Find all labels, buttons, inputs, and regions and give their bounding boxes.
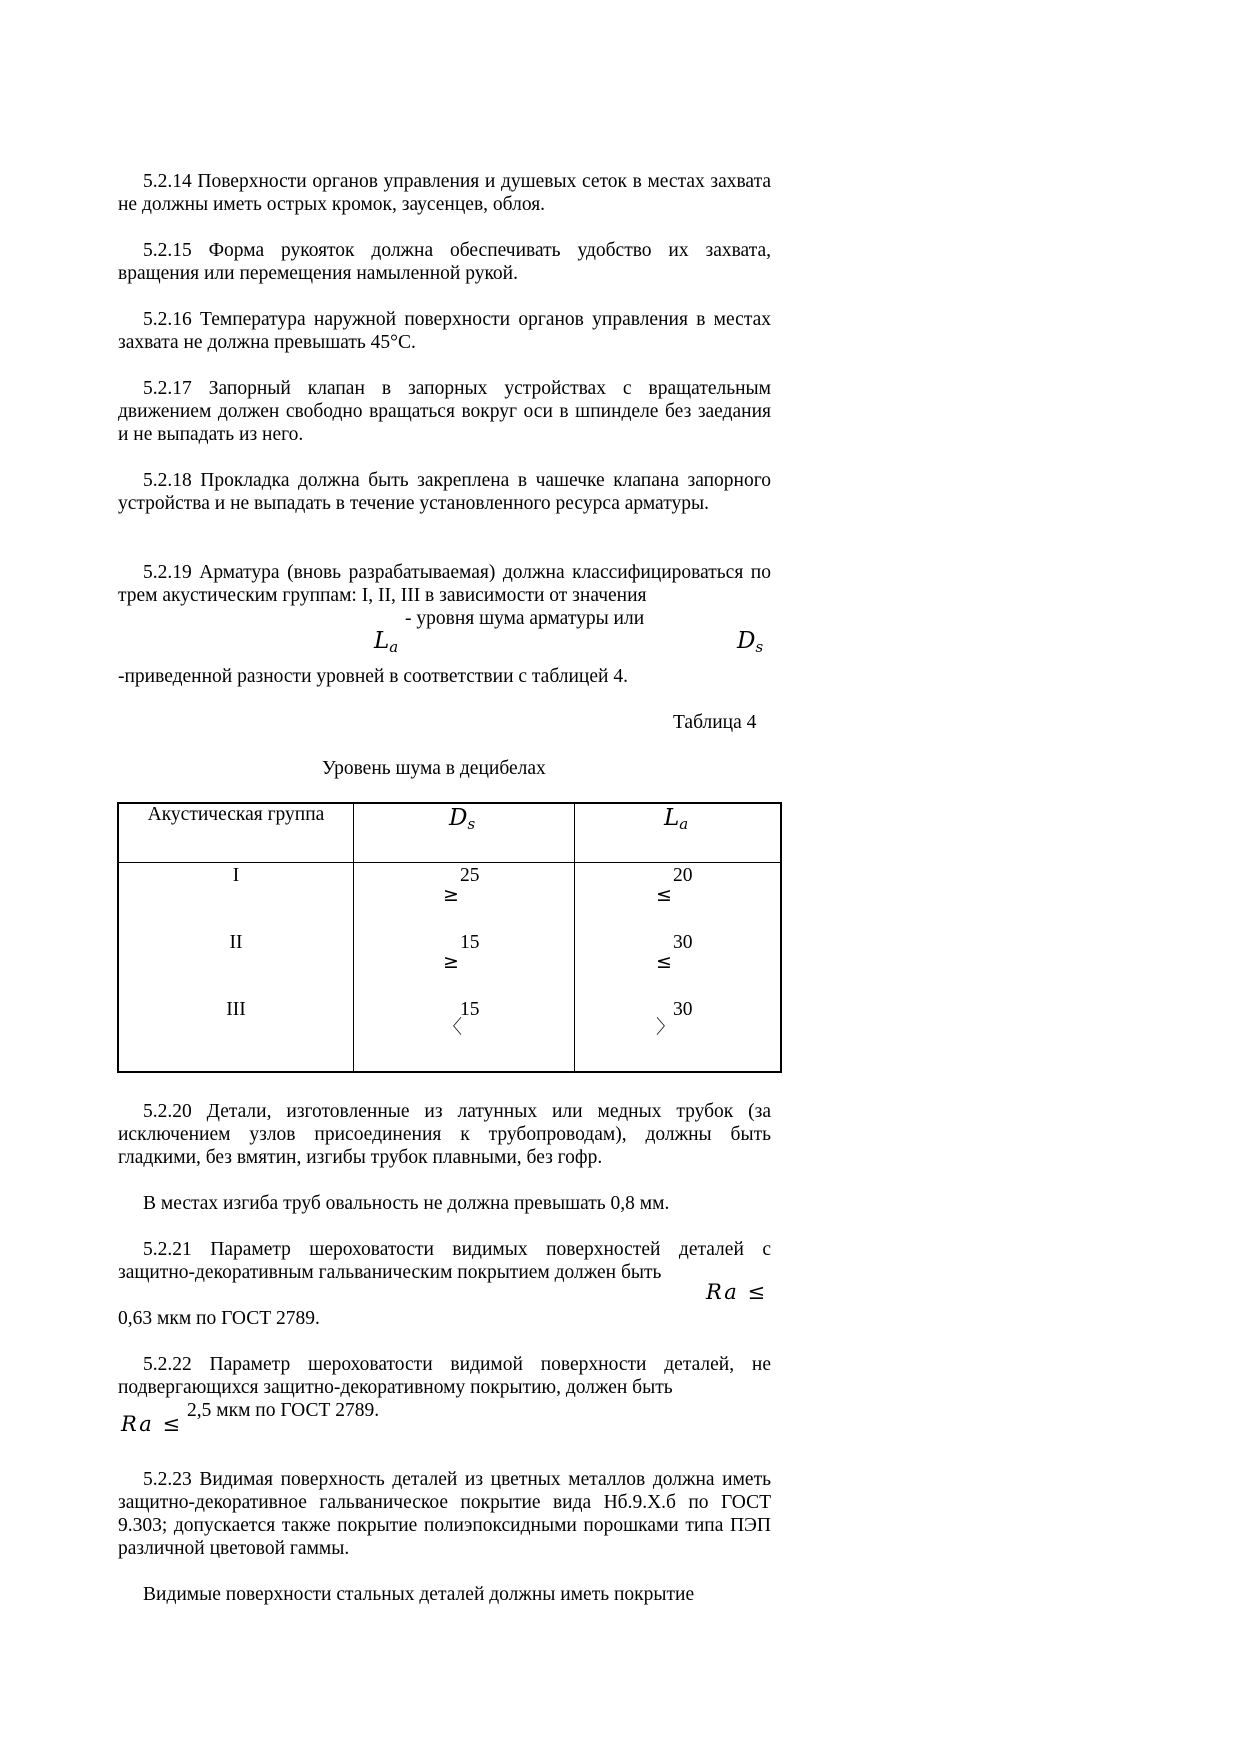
table-row-1-la-symbol: ≤ <box>656 884 672 906</box>
table-col-divider-2 <box>574 802 575 1073</box>
math-ra-le-2: Ra ≤ <box>121 1412 183 1436</box>
table-row-3-ds-value: 15 <box>460 999 480 1020</box>
paragraph-5-2-21-end: 0,63 мкм по ГОСТ 2789. <box>118 1308 320 1329</box>
table-header-group: Акустическая группа <box>147 804 325 825</box>
table-label: Таблица 4 <box>673 712 757 733</box>
table-header-la-symbol: L <box>664 805 680 831</box>
table-header-ds-sub: s <box>467 815 476 833</box>
math-la-sub: a <box>389 638 399 656</box>
table-header-ds-symbol: D <box>449 805 468 831</box>
paragraph-5-2-16: 5.2.16 Температура наружной поверхности органов управления в местах захвата не должна превышать 45°С. <box>118 309 771 353</box>
paragraph-5-2-22-end: 2,5 мкм по ГОСТ 2789. <box>187 1400 380 1421</box>
table-row-1-ds-symbol: ≥ <box>443 884 459 906</box>
paragraph-last: Видимые поверхности стальных деталей должны иметь покрытие <box>143 1584 695 1605</box>
paragraph-5-2-14: 5.2.14 Поверхности органов управления и душевых сеток в местах захвата не должны иметь острых кромок, заусенцев, облоя. <box>118 171 771 215</box>
table-row-1-ds-value: 25 <box>460 865 480 886</box>
table-row-2-ds-value: 15 <box>460 932 480 953</box>
paragraph-5-2-19-mid: - уровня шума арматуры или <box>405 608 645 629</box>
table-col-divider-1 <box>353 802 354 1073</box>
paragraph-5-2-19-text: 5.2.19 Арматура (вновь разрабатываемая) должна классифицироваться по трем акустическим группам: I, II, III в зависимости от значения <box>118 562 771 606</box>
table-header-divider <box>118 862 781 863</box>
paragraph-5-2-17: 5.2.17 Запорный клапан в запорных устройствах с вращательным движением должен свободно вращаться вокруг оси в шпинделе без заедания и не выпадать из него. <box>118 378 771 445</box>
table-border-bottom <box>118 1071 781 1073</box>
table-header-ds <box>449 807 475 836</box>
table-row-2-la-symbol: ≤ <box>656 951 672 973</box>
paragraph-5-2-19 <box>118 561 771 607</box>
paragraph-5-2-23: 5.2.23 Видимая поверхность деталей из цветных металлов должна иметь защитно-декоративное гальваническое покрытие вида Нб.9.Х.б по ГОСТ 9.303; допускается также покрытие полиэпоксидными порошками типа ПЭП различной цветовой гаммы. <box>118 1469 771 1559</box>
table-row-2-group: II <box>229 932 243 953</box>
math-ds-sub: s <box>755 638 764 656</box>
paragraph-5-2-19-end: -приведенной разности уровней в соответствии с таблицей 4. <box>118 666 628 687</box>
math-ds <box>737 630 763 659</box>
math-ds-symbol: D <box>737 628 756 654</box>
table-row-3-ds-symbol: 〈 <box>443 1016 463 1038</box>
table-caption: Уровень шума в децибелах <box>322 758 546 779</box>
paragraph-5-2-22: 5.2.22 Параметр шероховатости видимой поверхности деталей, не подвергающихся защитно-декоративному покрытию, должен быть <box>118 1354 771 1398</box>
math-la-symbol: L <box>374 628 390 654</box>
table-row-1-group: I <box>232 865 240 886</box>
table-row-3-group: III <box>226 999 246 1020</box>
table-row-1-la-value: 20 <box>673 865 693 886</box>
paragraph-5-2-18: 5.2.18 Прокладка должна быть закреплена в чашечке клапана запорного устройства и не выпадать в течение установленного ресурса арматуры. <box>118 470 771 514</box>
table-row-2-la-value: 30 <box>673 932 693 953</box>
math-ra-le-1: Ra ≤ <box>706 1280 768 1304</box>
paragraph-bend: В местах изгиба труб овальность не должна превышать 0,8 мм. <box>143 1193 670 1214</box>
paragraph-5-2-15: 5.2.15 Форма рукояток должна обеспечивать удобство их захвата, вращения или перемещения намыленной рукой. <box>118 240 771 284</box>
table-border-right <box>780 802 782 1073</box>
table-header-la <box>664 807 688 836</box>
table-header-la-sub: a <box>679 815 689 833</box>
table-row-3-la-value: 30 <box>673 999 693 1020</box>
paragraph-5-2-20: 5.2.20 Детали, изготовленные из латунных или медных трубок (за исключением узлов присоединения к трубопроводам), должны быть гладкими, без вмятин, изгибы трубок плавными, без гофр. <box>118 1101 771 1168</box>
table-row-3-la-symbol: 〉 <box>656 1016 676 1038</box>
table-row-2-ds-symbol: ≥ <box>443 951 459 973</box>
math-la <box>374 630 398 659</box>
paragraph-5-2-21: 5.2.21 Параметр шероховатости видимых поверхностей деталей с защитно-декоративным гальваническим покрытием должен быть <box>118 1239 771 1283</box>
table-border-left <box>117 802 119 1073</box>
